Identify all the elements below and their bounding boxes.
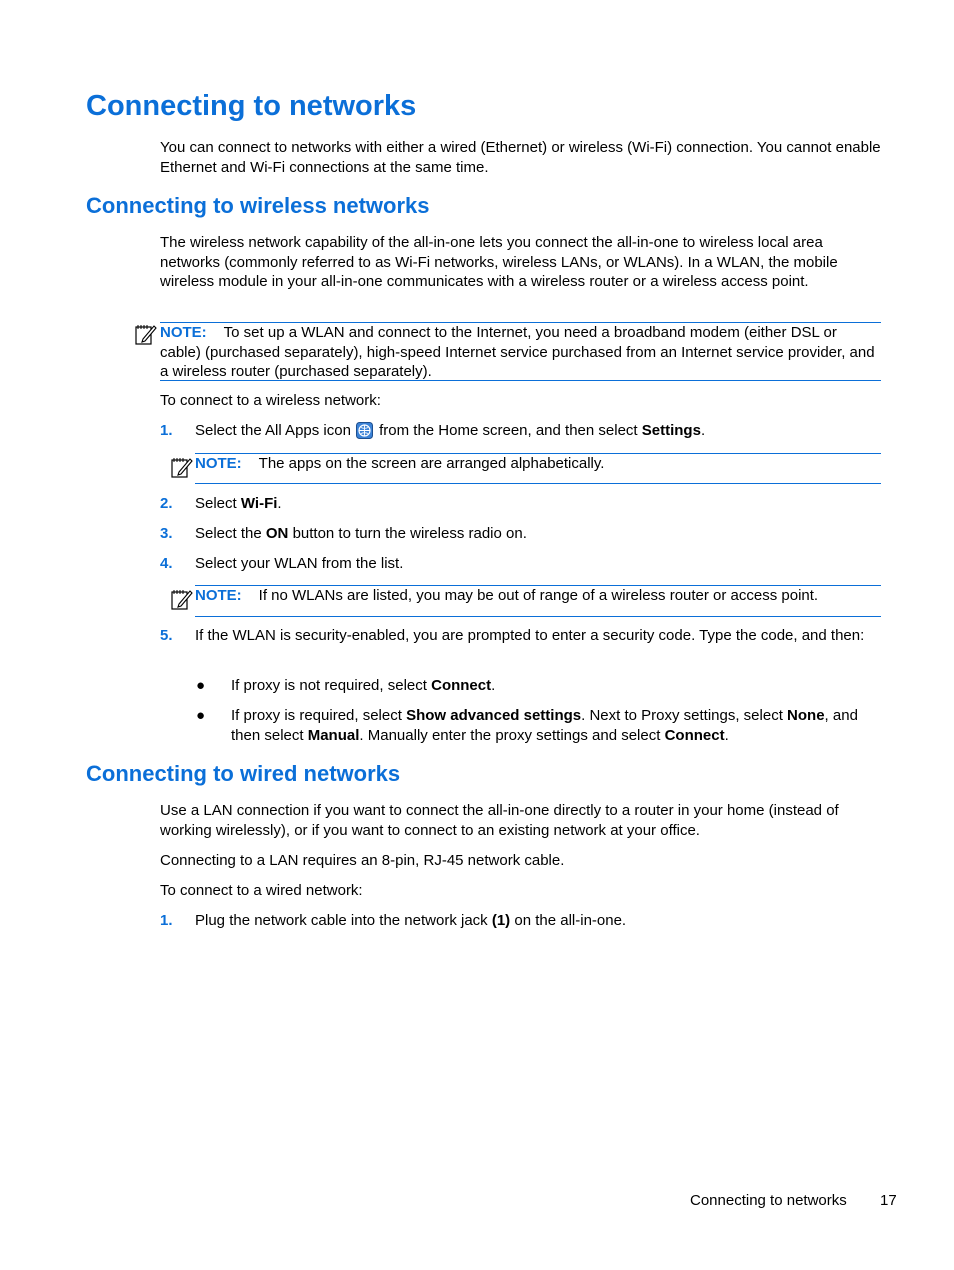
step-number: 1. (160, 422, 173, 439)
note-pad-icon (170, 455, 194, 479)
note-text: If no WLANs are listed, you may be out of range of a wireless router or access point. (258, 587, 819, 604)
footer-section-title: Connecting to networks (690, 1192, 847, 1209)
step-3-part-b: button to turn the wireless radio on. (292, 525, 527, 542)
bullet-2-part-a: If proxy is required, select (231, 707, 402, 724)
footer-page-number: 17 (880, 1192, 897, 1209)
bullet-2-none: None (787, 707, 825, 724)
wired-step-1-part-a: Plug the network cable into the network jack (195, 912, 488, 929)
step-number: 3. (160, 525, 173, 542)
bullet-marker: ● (196, 707, 206, 724)
wired-paragraph-2: Connecting to a LAN requires an 8-pin, RJ-45 network cable. (160, 852, 565, 869)
step-3-part-a: Select the (195, 525, 262, 542)
wired-heading: Connecting to wired networks (86, 761, 401, 786)
note-text-block (195, 586, 818, 606)
step-2-end: . (277, 495, 282, 512)
bullet-2-connect: Connect (664, 726, 725, 744)
note-label: NOTE: (195, 455, 242, 472)
bullet-2-show-advanced: Show advanced settings (406, 707, 582, 724)
note-text: To set up a WLAN and connect to the Internet, you need a broadband modem (either DSL or cable) (purchased separately), high-speed Internet service purchased from an Internet service provider, and a wireless router (purchased separately). (160, 324, 875, 380)
step-2-part-a: Select (195, 495, 237, 512)
step-1-text (195, 421, 885, 441)
page-title: Connecting to networks (86, 90, 417, 122)
wired-step-1-jack: (1) (491, 912, 511, 929)
step-number: 4. (160, 555, 173, 572)
note-label: NOTE: (195, 587, 242, 604)
wired-step-1-text (195, 911, 885, 931)
bullet-2-part-c: , and then select (231, 707, 858, 744)
note-text-block (160, 323, 875, 382)
note-box-apps (195, 453, 881, 484)
step-2-text (195, 494, 885, 514)
bullet-2-text (231, 706, 885, 745)
wired-lead: To connect to a wired network: (160, 882, 363, 899)
wireless-heading: Connecting to wireless networks (86, 193, 430, 218)
all-apps-icon (356, 422, 373, 439)
bullet-1-end: . (491, 677, 496, 694)
step-number: 5. (160, 627, 173, 644)
bullet-2-part-b: . Next to Proxy settings, select (581, 707, 783, 724)
wireless-paragraph: The wireless network capability of the all-in-one lets you connect the all-in-one to wireless local area networks (commonly referred to as Wi-Fi networks, wireless LANs, or WLANs). In a WLAN, the mobile wireless module in your all-in-one communicates with a wireless router or a wireless access point. (160, 234, 838, 290)
step-1-settings: Settings (641, 422, 701, 439)
step-5-text: If the WLAN is security-enabled, you are prompted to enter a security code. Type the code, and then: (195, 627, 865, 644)
step-4-text: Select your WLAN from the list. (195, 555, 404, 572)
bullet-2-end: . (724, 726, 729, 744)
bullet-1-part-a: If proxy is not required, select (231, 677, 427, 694)
step-2-wifi: Wi-Fi (240, 495, 278, 512)
note-text: The apps on the screen are arranged alphabetically. (258, 455, 605, 472)
bullet-1-connect: Connect (431, 677, 492, 694)
bullet-2-part-d: . Manually enter the proxy settings and select (359, 726, 661, 744)
step-3-on: ON (265, 525, 289, 542)
intro-paragraph: You can connect to networks with either a wired (Ethernet) or wireless (Wi-Fi) connection. You cannot enable Ethernet and Wi-Fi connections at the same time. (160, 139, 881, 176)
note-box-range (195, 585, 881, 617)
note-text-block (195, 454, 604, 474)
wireless-lead: To connect to a wireless network: (160, 392, 381, 409)
step-1-part-b: from the Home screen, and then select (379, 422, 638, 439)
step-number: 2. (160, 495, 173, 512)
wired-paragraph-1: Use a LAN connection if you want to connect the all-in-one directly to a router in your home (instead of working wirelessly), or if you want to connect to an existing network at your office. (160, 802, 839, 839)
step-1-part-a: Select the All Apps icon (195, 422, 351, 439)
note-pad-icon (170, 587, 194, 611)
note-label: NOTE: (160, 324, 207, 341)
step-1-end: . (700, 422, 706, 439)
bullet-1-text (231, 676, 885, 696)
bullet-marker: ● (196, 677, 206, 694)
note-pad-icon (134, 322, 158, 346)
step-number: 1. (160, 912, 173, 929)
wired-step-1-part-b: on the all-in-one. (514, 912, 627, 929)
note-box-wlan (160, 322, 881, 381)
step-3-text (195, 524, 885, 544)
bullet-2-manual: Manual (307, 726, 360, 744)
